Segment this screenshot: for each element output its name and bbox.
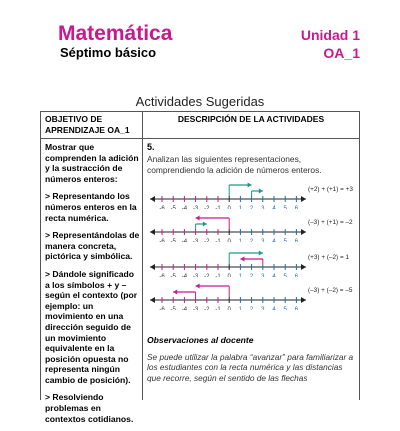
- tick-label: -6: [159, 307, 165, 310]
- tick-label: -2: [204, 274, 210, 277]
- activity-text: Analizan las siguientes representaciones, comprendiendo la adición de números enteros.: [147, 154, 322, 175]
- tick-label: -6: [159, 206, 165, 209]
- column-divider: [142, 112, 143, 400]
- axis-arrow-left: [150, 297, 155, 303]
- tick-label: 6: [294, 274, 299, 277]
- tick-label: -1: [215, 206, 221, 209]
- description-column-header: DESCRIPCIÓN DE LA ACTIVIDADES: [177, 114, 325, 124]
- tick-label: 3: [261, 206, 265, 209]
- tick-label: -3: [192, 307, 199, 310]
- tick-label: -5: [170, 307, 176, 310]
- axis-arrow-right: [301, 196, 306, 202]
- second-move-arrow-head: [240, 257, 244, 262]
- first-move-arrow-head: [259, 251, 263, 256]
- tick-label: 1: [238, 239, 243, 242]
- second-move-arrow-head: [203, 222, 207, 227]
- tick-label: 0: [227, 307, 231, 310]
- tick-label: -6: [159, 239, 165, 242]
- tick-label: -4: [181, 307, 188, 310]
- second-move-arrow-head: [259, 189, 263, 194]
- tick-label: 4: [272, 239, 276, 242]
- section-title: Actividades Sugeridas: [135, 94, 265, 109]
- tick-label: 0: [227, 206, 231, 209]
- tick-label: 5: [283, 274, 287, 277]
- axis-arrow-left: [150, 229, 155, 235]
- tick-label: 2: [249, 307, 254, 310]
- tick-label: 2: [249, 239, 254, 242]
- tick-label: -5: [170, 239, 176, 242]
- tick-label: -5: [170, 274, 176, 277]
- number-line-3: [146, 249, 356, 277]
- first-move-arrow-head: [196, 284, 200, 289]
- observations-text: Se puede utilizar la palabra “avanzar” para familiarizar a los estudiantes con la recta numérica y las distancias que recorre, según el sentido de las flechas: [147, 352, 354, 383]
- axis-arrow-left: [150, 196, 155, 202]
- number-line-2: [146, 214, 356, 242]
- header-row-divider: [41, 138, 359, 139]
- tick-label: 6: [294, 206, 299, 209]
- number-line-4: [146, 282, 356, 310]
- tick-label: -1: [215, 307, 221, 310]
- tick-label: -2: [204, 239, 210, 242]
- tick-label: 3: [261, 239, 265, 242]
- tick-label: 4: [272, 206, 276, 209]
- tick-label: -6: [159, 274, 165, 277]
- tick-label: -3: [192, 274, 199, 277]
- second-move-arrow-head: [173, 290, 177, 295]
- tick-label: 2: [249, 206, 254, 209]
- tick-label: -2: [204, 307, 210, 310]
- objective-item: Mostrar que comprenden la adición y la sustracción de números enteros:: [45, 142, 139, 184]
- tick-label: 3: [261, 274, 265, 277]
- axis-arrow-right: [301, 297, 306, 303]
- first-move-arrow-head: [248, 183, 252, 188]
- tick-label: 1: [238, 206, 243, 209]
- tick-label: -4: [181, 206, 188, 209]
- header-oa: OA_1: [323, 45, 360, 61]
- tick-label: 5: [283, 307, 287, 310]
- objective-item: > Resolviendo problemas en contextos cotidianos.: [45, 392, 134, 424]
- observations-title: Observaciones al docente: [147, 335, 254, 345]
- tick-label: -3: [192, 206, 199, 209]
- activity-number: 5.: [147, 142, 155, 152]
- tick-label: 5: [283, 239, 287, 242]
- axis-arrow-right: [301, 264, 306, 270]
- activity-description: [147, 142, 357, 175]
- header-title: Matemática: [58, 22, 173, 45]
- tick-label: 5: [283, 206, 287, 209]
- tick-label: -4: [181, 274, 188, 277]
- objective-item: > Representando los números enteros en la recta numérica.: [45, 191, 137, 223]
- objective-column-header: OBJETIVO DE APRENDIZAJE OA_1: [45, 114, 130, 135]
- axis-arrow-right: [301, 229, 306, 235]
- tick-label: -1: [215, 239, 221, 242]
- tick-label: -1: [215, 274, 221, 277]
- equation-label: (+3) + (–2) = 1: [308, 254, 350, 261]
- tick-label: 0: [227, 239, 231, 242]
- axis-arrow-left: [150, 264, 155, 270]
- tick-label: 1: [238, 307, 243, 310]
- equation-label: (–3) + (–2) = –5: [308, 287, 353, 294]
- tick-label: 1: [238, 274, 243, 277]
- tick-label: 0: [227, 274, 231, 277]
- tick-label: -3: [192, 239, 199, 242]
- tick-label: 4: [272, 307, 276, 310]
- first-move-arrow-head: [196, 216, 200, 221]
- objective-item: > Dándole significado a los símbolos + y – según el contexto (por ejemplo: un movimiento en una dirección seguido de un movimiento equivalente en la posición opuesta no representa ningún cambio de posición).: [45, 268, 138, 385]
- number-line-1: [146, 181, 356, 209]
- objectives-list: [45, 142, 141, 431]
- header-unit: Unidad 1: [300, 27, 360, 43]
- objective-item: > Representándolas de manera concreta, pictórica y simbólica.: [45, 230, 140, 262]
- tick-label: 6: [294, 239, 299, 242]
- equation-label: (–3) + (+1) = –2: [308, 219, 353, 226]
- equation-label: (+2) + (+1) = +3: [308, 186, 353, 193]
- tick-label: 3: [261, 307, 265, 310]
- tick-label: -4: [181, 239, 188, 242]
- tick-label: 6: [294, 307, 299, 310]
- tick-label: 4: [272, 274, 276, 277]
- header-subtitle: Séptimo básico: [60, 45, 157, 60]
- tick-label: -2: [204, 206, 210, 209]
- tick-label: -5: [170, 206, 176, 209]
- tick-label: 2: [249, 274, 254, 277]
